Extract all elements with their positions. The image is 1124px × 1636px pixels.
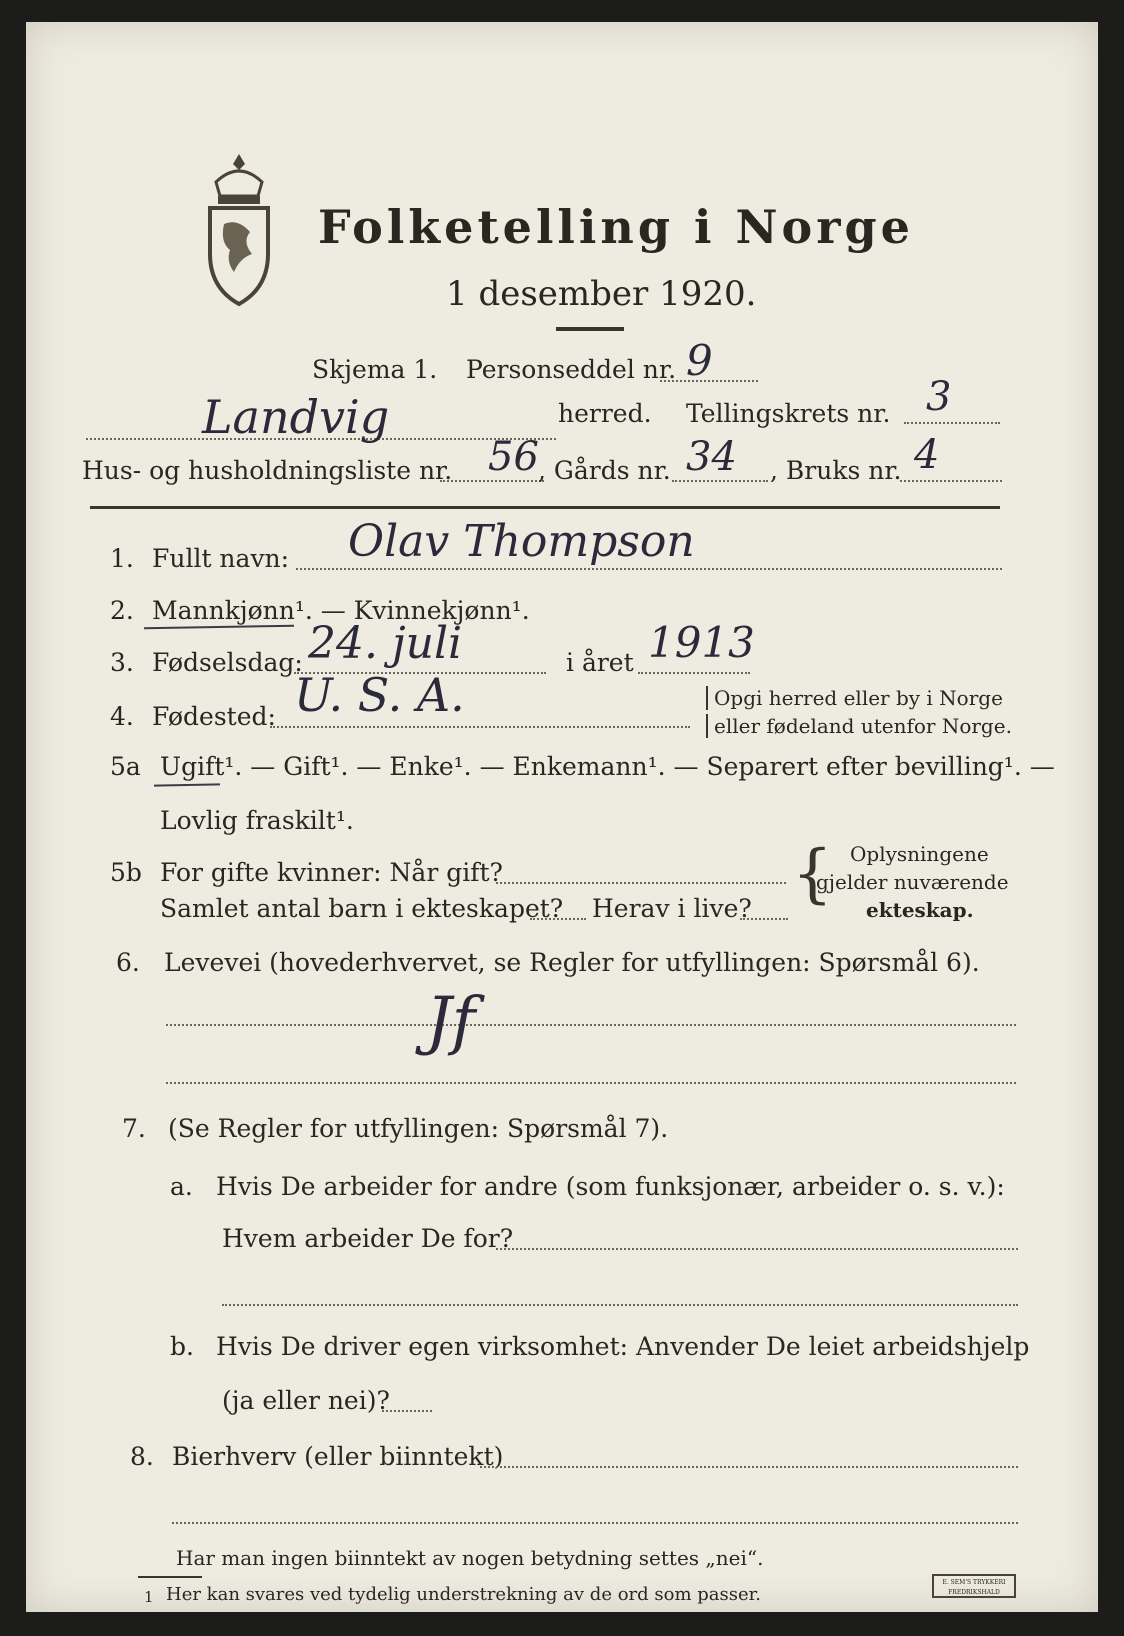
q7b-yes-no-label: (ja eller nei)? — [222, 1386, 390, 1415]
q8-line-2 — [172, 1522, 1018, 1524]
q6-line-2 — [166, 1082, 1016, 1084]
q8-note: Har man ingen biinntekt av nogen betydning settes „nei“. — [176, 1546, 764, 1570]
q1-number: 1. — [110, 544, 134, 573]
q6-number: 6. — [116, 948, 140, 977]
tellingskrets-label: Tellingskrets nr. — [686, 399, 891, 428]
q8-number: 8. — [130, 1442, 154, 1471]
q2-number: 2. — [110, 596, 134, 625]
gards-value[interactable]: 34 — [686, 434, 737, 480]
hus-value[interactable]: 56 — [488, 434, 539, 480]
q6-occupation-label: Levevei (hovederhvervet, se Regler for utfyllingen: Spørsmål 6). — [164, 948, 980, 977]
q7a-line-2 — [222, 1304, 1018, 1306]
q3-label: Fødselsdag: — [152, 648, 303, 677]
tellingskrets-value[interactable]: 3 — [926, 374, 952, 420]
q2-selection-underline — [144, 625, 294, 630]
q5a-number: 5a — [110, 752, 141, 781]
footnote-number: 1 — [144, 1588, 154, 1606]
q5a-marital-options-2: Lovlig fraskilt¹. — [160, 806, 354, 835]
skjema-label: Skjema 1. — [312, 355, 438, 384]
personseddel-label: Personseddel nr. — [466, 355, 677, 384]
q3-number: 3. — [110, 648, 134, 677]
q7a-number: a. — [170, 1172, 193, 1201]
bruks-label: , Bruks nr. — [770, 456, 902, 485]
q7a-label: Hvis De arbeider for andre (som funksjonær, arbeider o. s. v.): — [216, 1172, 1005, 1201]
q5a-marital-options: Ugift¹. — Gift¹. — Enke¹. — Enkemann¹. — Separert efter bevilling¹. — — [160, 752, 1055, 781]
gards-label: , Gårds nr. — [538, 456, 671, 485]
q7-number: 7. — [122, 1114, 146, 1143]
q4-label: Fødested: — [152, 702, 276, 731]
coat-of-arms-icon — [202, 152, 276, 310]
q5b-alive-label: Herav i live? — [592, 894, 752, 923]
census-form-page — [26, 22, 1098, 1612]
q1-line — [296, 568, 1002, 570]
q7b-number: b. — [170, 1332, 194, 1361]
title-divider — [556, 327, 624, 331]
q5b-note-1: Oplysningene — [850, 842, 989, 866]
hus-label: Hus- og husholdningsliste nr. — [82, 456, 453, 485]
q2-gender-options: Mannkjønn¹. — Kvinnekjønn¹. — [152, 596, 530, 625]
q7a-employer-label: Hvem arbeider De for? — [222, 1224, 514, 1253]
footnote-text: Her kan svares ved tydelig understrekning av de ord som passer. — [166, 1584, 761, 1605]
q4-note-2: eller fødeland utenfor Norge. — [706, 714, 1012, 738]
q5b-alive-line — [740, 918, 788, 920]
form-title: Folketelling i Norge — [318, 200, 914, 254]
q5b-note-3: ekteskap. — [866, 898, 974, 922]
herred-label: herred. — [558, 399, 652, 428]
q1-label: Fullt navn: — [152, 544, 290, 573]
q7a-line-1 — [496, 1248, 1018, 1250]
q5b-when-married-label: For gifte kvinner: Når gift? — [160, 858, 503, 887]
bruks-line — [900, 480, 1002, 482]
footnote-divider — [138, 1576, 202, 1578]
header-divider — [90, 506, 1000, 509]
q4-number: 4. — [110, 702, 134, 731]
q7b-label: Hvis De driver egen virksomhet: Anvender De leiet arbeidshjelp — [216, 1332, 1030, 1361]
occupation-mark[interactable]: Jf — [426, 984, 476, 1058]
q5b-number: 5b — [110, 858, 142, 887]
census-date: 1 desember 1920. — [446, 274, 757, 314]
personseddel-value[interactable]: 9 — [686, 336, 713, 385]
q7-label: (Se Regler for utfyllingen: Spørsmål 7). — [168, 1114, 669, 1143]
hus-line — [440, 480, 544, 482]
gards-line — [672, 480, 768, 482]
q8-label: Bierhverv (eller biinntekt) — [172, 1442, 504, 1471]
q6-line-1 — [166, 1024, 1016, 1026]
q5b-children-line — [530, 918, 586, 920]
q5a-selection-underline — [154, 783, 220, 786]
full-name-value[interactable]: Olav Thompson — [348, 516, 695, 567]
q3-year-label: i året — [566, 648, 634, 677]
herred-value[interactable]: Landvig — [202, 390, 390, 444]
q5b-children-label: Samlet antal barn i ekteskapet? — [160, 894, 564, 923]
q3-year-line — [638, 672, 750, 674]
tellingskrets-line — [904, 422, 1000, 424]
birthplace-value[interactable]: U. S. A. — [294, 668, 465, 722]
q4-line — [270, 726, 690, 728]
q5b-note-2: gjelder nuværende — [816, 870, 1009, 894]
birth-year-value[interactable]: 1913 — [648, 618, 755, 667]
q8-line-1 — [480, 1466, 1018, 1468]
q5b-when-married-line — [496, 882, 786, 884]
birthday-value[interactable]: 24. juli — [308, 618, 463, 669]
printer-stamp: E. SEM'S TRYKKERI FREDRIKSHALD — [932, 1574, 1016, 1598]
q5b-brace: { — [792, 837, 833, 911]
bruks-value[interactable]: 4 — [914, 432, 940, 478]
q4-note-1: Opgi herred eller by i Norge — [706, 686, 1003, 710]
q7b-line — [382, 1410, 432, 1412]
